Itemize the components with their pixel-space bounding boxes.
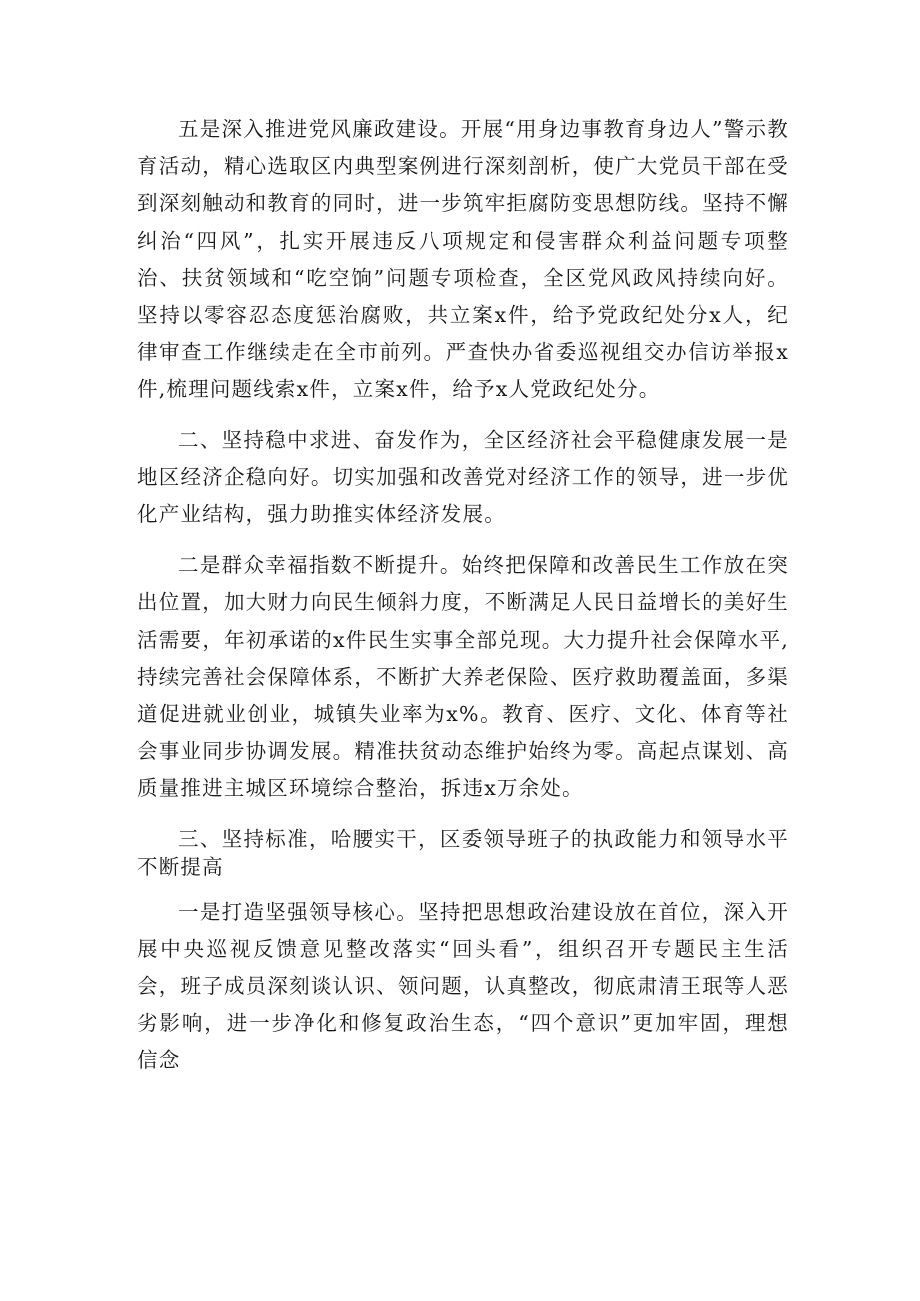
paragraph-section-two: 二、坚持稳中求进、奋发作为，全区经济社会平稳健康发展一是地区经济企稳向好。切实加强和改善党对经济工作的领导，进一步优化产业结构，强力助推实体经济发展。	[137, 427, 789, 527]
document-page	[137, 111, 789, 1080]
section-three-heading: 三、坚持标准，哈腰实干，区委领导班子的执政能力和领导水平不断提高	[137, 826, 789, 879]
paragraph-livelihood: 二是群众幸福指数不断提升。始终把保障和改善民生工作放在突出位置，加大财力向民生倾斜力度，不断满足人民日益增长的美好生活需要，年初承诺的x件民生实事全部兑现。大力提升社会保障水平,持续完善社会保障体系，不断扩大养老保险、医疗救助覆盖面，多渠道促进就业创业，城镇失业率为x%。教育、医疗、文化、体育等社会事业同步协调发展。精准扶贫动态维护始终为零。高起点谋划、高质量推进主城区环境综合整治，拆违x万余处。	[137, 553, 789, 801]
paragraph-party-conduct: 五是深入推进党风廉政建设。开展“用身边事教育身边人”警示教育活动，精心选取区内典型案例进行深刻剖析，使广大党员干部在受到深刻触动和教育的同时，进一步筑牢拒腐防变思想防线。坚持不懈纠治“四风”，扎实开展违反八项规定和侵害群众利益问题专项整治、扶贫领域和“吃空饷”问题专项检查，全区党风政风持续向好。坚持以零容忍态度惩治腐败，共立案x件，给予党政纪处分x人，纪律审查工作继续走在全市前列。严查快办省委巡视组交办信访举报x件,梳理问题线索x件，立案x件，给予x人党政纪处分。	[137, 117, 789, 402]
paragraph-leadership-core: 一是打造坚强领导核心。坚持把思想政治建设放在首位，深入开展中央巡视反馈意见整改落实“回头看”，组织召开专题民主生活会，班子成员深刻谈认识、领问题，认真整改，彻底肃清王珉等人恶劣影响，进一步净化和修复政治生态，“四个意识”更加牢固，理想信念	[137, 899, 789, 1073]
